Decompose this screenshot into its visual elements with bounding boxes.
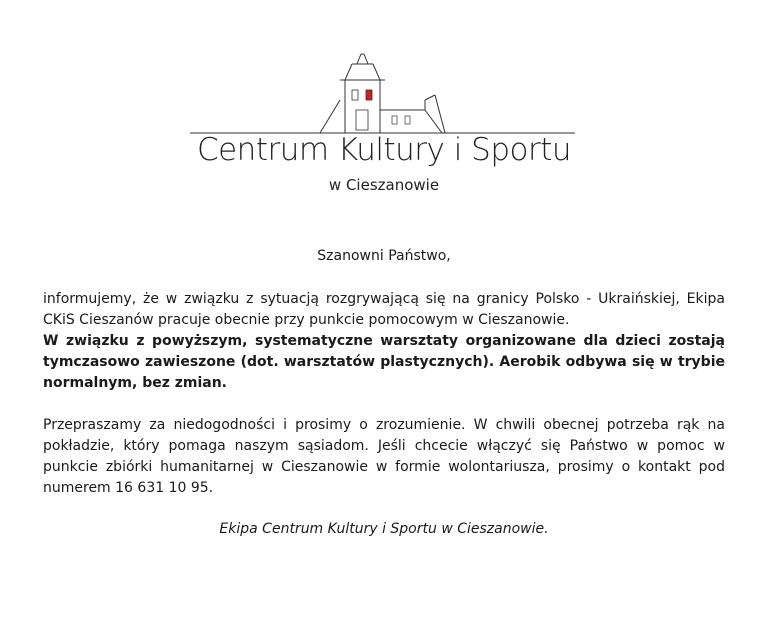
greeting: Szanowni Państwo, [317, 248, 451, 264]
paragraph-1-bold-text: W związku z powyższym, systematyczne warsztaty organizowane dla dzieci zostają tymczasowo zawieszone (dot. warsztatów plastycznych). Aerobik odbywa się w trybie normalnym, bez zmian. [43, 333, 725, 391]
logo-title: Centrum Kultury i Sportu [196, 132, 572, 168]
paragraph-1 [43, 289, 725, 394]
paragraph-1-text: informujemy, że w związku z sytuacją rozgrywającą się na granicy Polsko - Ukraińskiej, Ekipa CKiS Cieszanów pracuje obecnie przy punkcie pomocowym w Cieszanowie. [43, 291, 725, 328]
paragraph-2: Przepraszamy za niedogodności i prosimy o zrozumienie. W chwili obecnej potrzeba rąk na pokładzie, który pomaga naszym sąsiadom. Jeśli chcecie włączyć się Państwo w pomoc w punkcie zbiórki humanitarnej w Cieszanowie w formie wolontariusza, prosimy o kontakt pod numerem 16 631 10 95. [43, 417, 725, 496]
logo-subtitle: w Cieszanowie [328, 176, 440, 194]
signature: Ekipa Centrum Kultury i Sportu w Cieszanowie. [219, 521, 549, 537]
logo [0, 0, 768, 210]
church-tower-icon [180, 50, 580, 136]
